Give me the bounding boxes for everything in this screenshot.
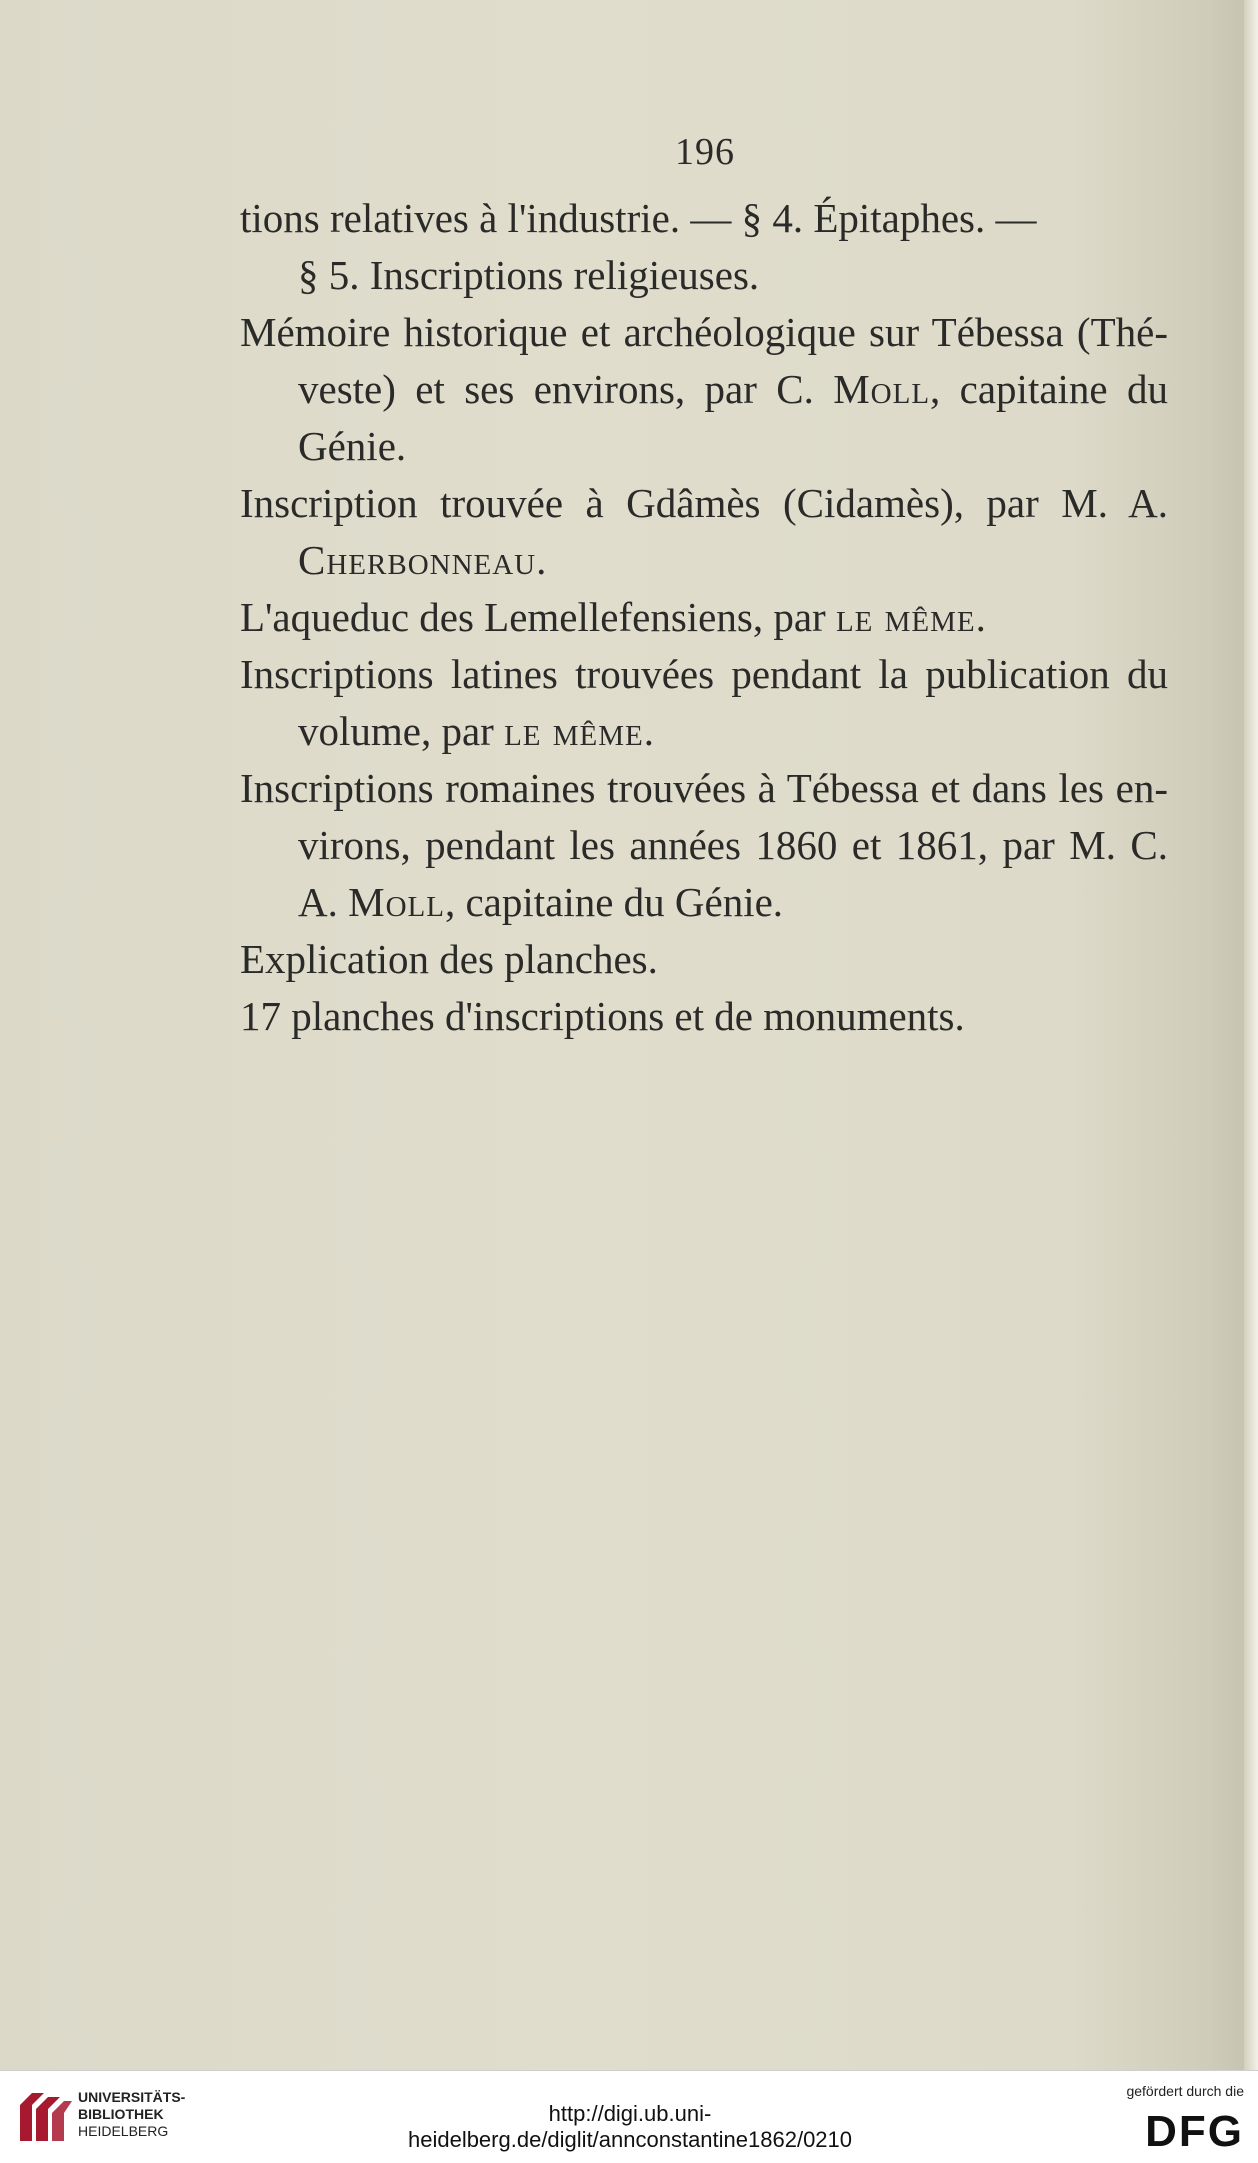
entry-6 — [240, 760, 1168, 931]
funding-caption: gefördert durch die — [1126, 2083, 1244, 2099]
university-library-logo-icon — [12, 2085, 76, 2149]
viewer-footer — [0, 2070, 1258, 2163]
library-name — [78, 2089, 185, 2140]
entry-text: , capitaine du Génie. — [298, 366, 1168, 469]
entry-1 — [240, 190, 1168, 304]
permalink-url[interactable]: http://digi.ub.uni-heidelberg.de/diglit/annconstantine1862/0210 — [407, 2101, 853, 2152]
entry-text: Explication des planches. — [240, 936, 658, 982]
entry-author: Moll — [348, 879, 445, 925]
entry-text: 17 planches d'inscriptions et de monuments. — [240, 993, 965, 1039]
library-line: HEIDELBERG — [78, 2123, 169, 2139]
entry-3 — [240, 475, 1168, 589]
entry-author: Cherbonneau — [298, 537, 537, 583]
entry-text: Inscriptions romaines trouvées à Tébessa et dans les en-virons, pendant les années 1860 et 1861, par M. C. A. — [240, 765, 1168, 925]
page-edge — [1244, 0, 1258, 2070]
entry-text: . — [643, 708, 655, 754]
entry-text: . — [536, 537, 547, 583]
entry-text: , capitaine du Génie. — [444, 879, 784, 925]
entry-author: le même — [504, 708, 644, 754]
entry-5 — [240, 646, 1168, 760]
entry-text: Inscription trouvée à Gdâmès (Cidamès), par M. A. — [240, 480, 1168, 526]
entry-text: Inscriptions latines trouvées pendant la publication du volume, par — [240, 651, 1168, 754]
library-line: BIBLIOTHEK — [78, 2106, 164, 2122]
entry-4 — [240, 589, 1168, 646]
entry-text: L'aqueduc des Lemellefensiens, par — [240, 594, 836, 640]
entry-2 — [240, 304, 1168, 475]
entry-author: le même — [835, 594, 976, 640]
entry-author: Moll — [833, 366, 931, 412]
entry-text: . — [975, 594, 986, 640]
entry-8 — [240, 988, 1168, 1045]
page-number: 196 — [675, 131, 735, 173]
entry-text: Mémoire historique et archéologique sur Tébessa (Thé-veste) et ses environs, par C. — [240, 309, 1168, 412]
dfg-logo: DFG — [1145, 2107, 1244, 2156]
entry-text: tions relatives à l'industrie. — § 4. Épitaphes. — — [240, 195, 1037, 241]
entry-text: § 5. Inscriptions religieuses. — [298, 252, 760, 298]
entry-7 — [240, 931, 1168, 988]
library-line: UNIVERSITÄTS- — [78, 2089, 186, 2105]
